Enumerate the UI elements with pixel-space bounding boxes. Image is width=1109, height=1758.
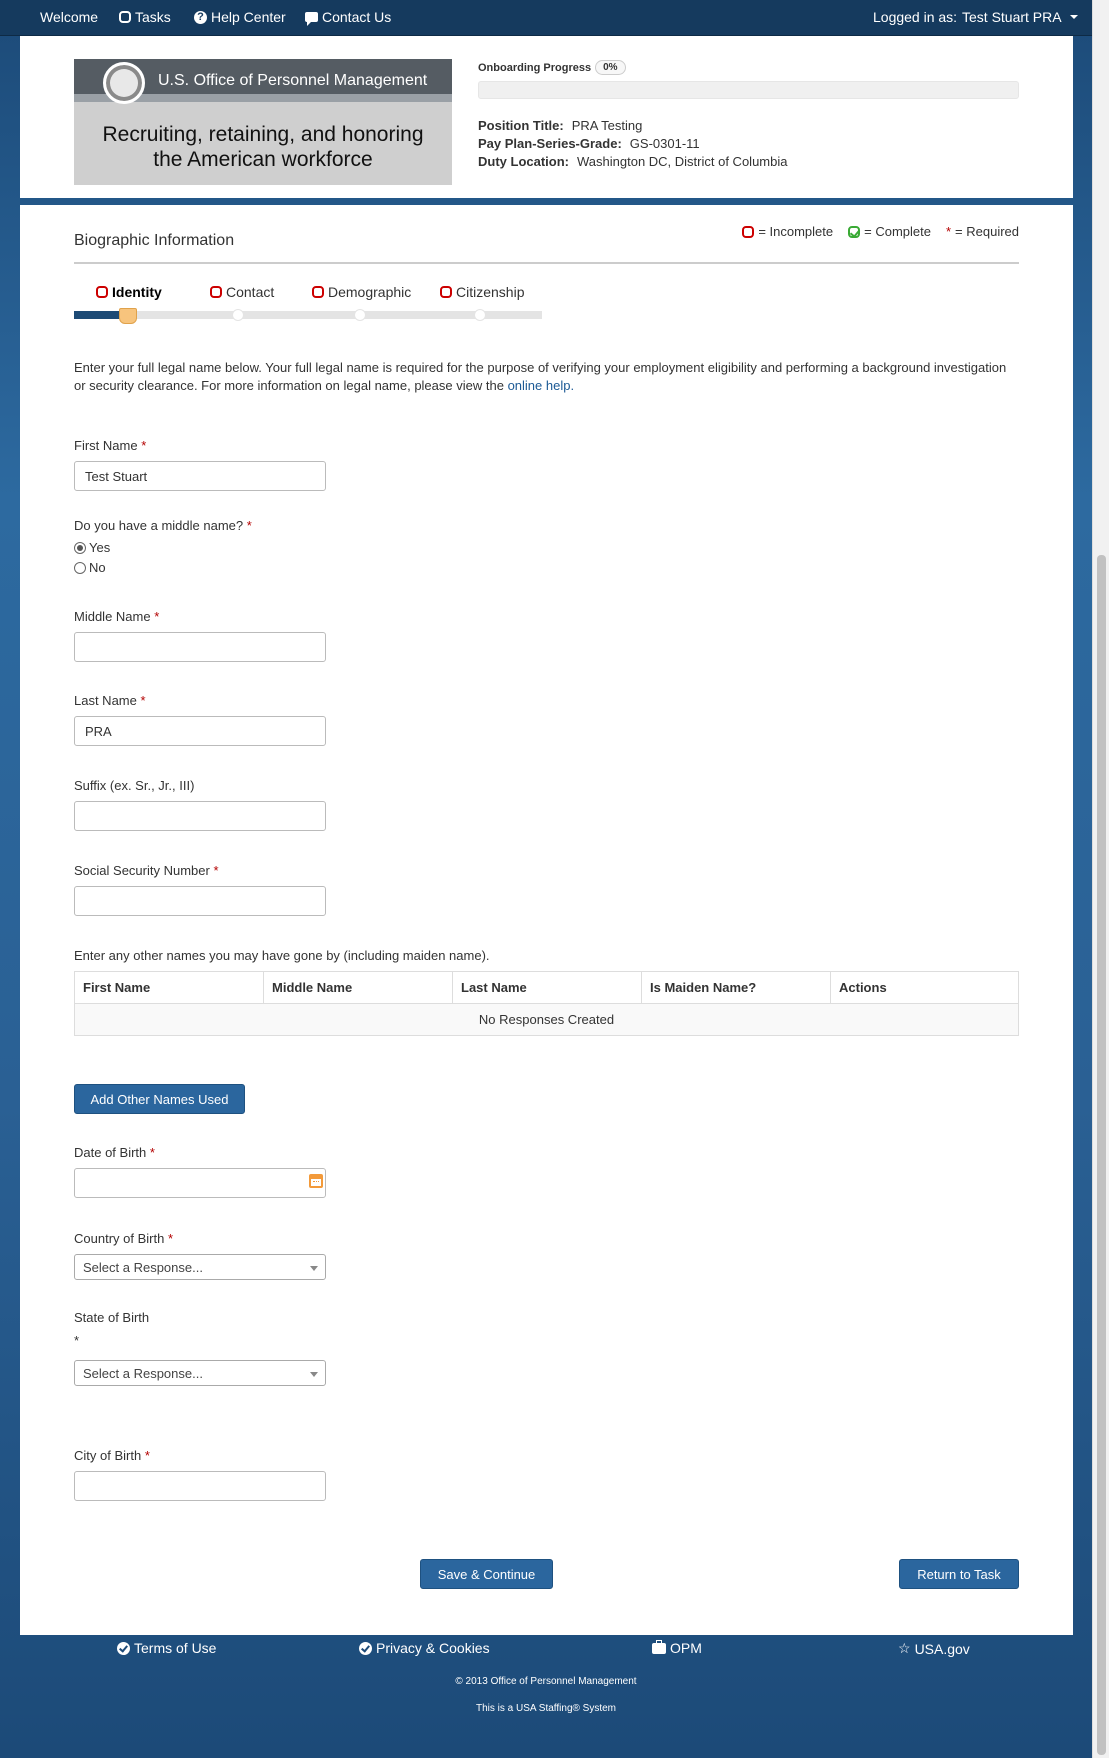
country-select[interactable]: [74, 1254, 326, 1280]
other-names-prompt: Enter any other names you may have gone by (including maiden name).: [74, 948, 490, 963]
middle-name-label: [74, 609, 159, 624]
middle-name-input[interactable]: [74, 632, 326, 662]
user-name: Test Stuart PRA: [962, 9, 1062, 25]
legend-required-text: = Required: [955, 224, 1019, 239]
footer-opm-link[interactable]: [652, 1640, 702, 1656]
current-step-marker: [119, 308, 137, 324]
legend-required: [946, 224, 1019, 239]
first-name-input[interactable]: [74, 461, 326, 491]
progress-badge: 0%: [595, 60, 625, 75]
onboarding-progress-bar: [478, 81, 1019, 99]
footer-terms-link[interactable]: [117, 1640, 216, 1656]
footer-links: [0, 1640, 1092, 1670]
step-dot: [474, 309, 486, 321]
check-circle-icon: [359, 1642, 372, 1655]
step-citizenship[interactable]: [440, 284, 524, 300]
duty-location-label: Duty Location:: [478, 154, 569, 169]
step-tracker: [74, 281, 544, 321]
check-circle-icon: [117, 1642, 130, 1655]
middle-name-question: [74, 518, 252, 533]
nav-welcome[interactable]: [40, 9, 98, 25]
chevron-down-icon: [310, 1372, 318, 1377]
middle-name-label-text: Middle Name: [74, 609, 151, 624]
online-help-link[interactable]: online help.: [507, 378, 575, 393]
banner-org-name: U.S. Office of Personnel Management: [158, 72, 428, 89]
nav-tasks-label: Tasks: [135, 9, 171, 25]
opm-seal-icon: [103, 62, 145, 104]
position-title-label: Position Title:: [478, 118, 564, 133]
last-name-input[interactable]: [74, 716, 326, 746]
last-name-label-text: Last Name: [74, 693, 137, 708]
required-asterisk: *: [213, 863, 219, 878]
footer-opm-label: OPM: [670, 1640, 702, 1656]
other-names-table: [74, 971, 1019, 1036]
position-title-value: PRA Testing: [571, 118, 643, 133]
main-panel: [20, 205, 1073, 1635]
middle-question-text: Do you have a middle name?: [74, 518, 244, 533]
dob-label: [74, 1145, 155, 1160]
legend-complete: [848, 224, 931, 239]
city-input[interactable]: [74, 1471, 326, 1501]
footer-usagov-link[interactable]: [898, 1640, 970, 1657]
nav-help-center[interactable]: [194, 9, 286, 25]
chevron-down-icon: [310, 1266, 318, 1271]
step-contact[interactable]: [210, 284, 274, 300]
usa-staffing-note: This is a USA Staffing® System: [475, 1703, 616, 1714]
nav-contact-label: Contact Us: [322, 9, 392, 25]
required-asterisk: *: [246, 518, 252, 533]
incomplete-icon: [210, 286, 222, 298]
suffix-label: [74, 778, 194, 793]
required-asterisk: *: [141, 438, 147, 453]
middle-name-yes-label: Yes: [89, 540, 111, 555]
empty-table-message: No Responses Created: [75, 1004, 1019, 1036]
footer-terms-label: Terms of Use: [134, 1640, 217, 1656]
ssn-label-text: Social Security Number: [74, 863, 210, 878]
footer-usagov-label: USA.gov: [914, 1640, 970, 1657]
state-select[interactable]: [74, 1360, 326, 1386]
incomplete-icon: [312, 286, 324, 298]
step-demographic-label: Demographic: [328, 284, 412, 300]
ssn-input[interactable]: [74, 886, 326, 916]
briefcase-icon: [652, 1643, 666, 1654]
incomplete-icon: [96, 286, 108, 298]
add-other-names-button[interactable]: Add Other Names Used: [74, 1084, 245, 1114]
dob-field-wrapper: [74, 1168, 326, 1198]
complete-check-icon: [848, 226, 860, 238]
step-identity-label: Identity: [112, 284, 162, 300]
country-select-value: Select a Response...: [83, 1260, 203, 1275]
first-name-label-text: First Name: [74, 438, 138, 453]
middle-name-no-radio[interactable]: [74, 562, 86, 574]
tagline-line1: Recruiting, retaining, and honoring: [102, 123, 424, 146]
nav-help-label: Help Center: [211, 9, 286, 25]
dob-input[interactable]: [74, 1168, 326, 1198]
step-dot: [354, 309, 366, 321]
duty-location-value: Washington DC, District of Columbia: [577, 154, 788, 169]
ssn-label: [74, 863, 219, 878]
state-required-asterisk: *: [74, 1333, 80, 1348]
state-select-value: Select a Response...: [83, 1366, 203, 1381]
return-to-task-button[interactable]: Return to Task: [899, 1559, 1019, 1589]
step-citizenship-label: Citizenship: [456, 284, 525, 300]
incomplete-icon: [742, 226, 754, 238]
opm-banner: [74, 59, 452, 185]
dob-label-text: Date of Birth: [74, 1145, 147, 1160]
suffix-input[interactable]: [74, 801, 326, 831]
intro-text: [74, 359, 1019, 395]
question-icon: ?: [194, 11, 207, 24]
scrollbar-thumb[interactable]: [1097, 555, 1106, 1755]
step-contact-label: Contact: [226, 284, 275, 300]
required-asterisk: *: [149, 1145, 155, 1160]
position-info: [478, 117, 787, 171]
step-track: [74, 311, 542, 319]
required-asterisk: *: [167, 1231, 174, 1246]
banner-tagline: [74, 122, 452, 172]
col-is-maiden-name: Is Maiden Name?: [642, 972, 831, 1004]
logged-in-text: Logged in as:: [873, 9, 958, 25]
caret-down-icon: [1070, 15, 1078, 19]
header-panel: [20, 36, 1073, 198]
circle-icon: [119, 11, 131, 23]
required-asterisk: *: [140, 693, 146, 708]
col-first-name: First Name: [75, 972, 264, 1004]
star-icon: ☆: [898, 1640, 911, 1656]
table-row: [75, 1004, 1019, 1036]
tagline-line2: the American workforce: [153, 148, 373, 171]
suffix-label-text: Suffix (ex. Sr., Jr., III): [74, 778, 195, 793]
country-label-text: Country of Birth: [74, 1231, 165, 1246]
incomplete-icon: [440, 286, 452, 298]
required-asterisk: *: [144, 1448, 150, 1463]
status-legend: [742, 224, 1019, 239]
legend-incomplete: [742, 224, 833, 239]
required-asterisk: *: [945, 224, 952, 239]
top-navbar: [0, 0, 1092, 36]
step-demographic[interactable]: [312, 284, 411, 300]
pay-plan-label: Pay Plan-Series-Grade:: [478, 136, 622, 151]
step-identity[interactable]: [96, 284, 162, 300]
country-label: [74, 1231, 173, 1246]
col-last-name: Last Name: [453, 972, 642, 1004]
state-label: State of Birth: [74, 1310, 150, 1325]
onboarding-progress-label: [478, 60, 626, 75]
middle-name-yes-radio[interactable]: [74, 542, 86, 554]
section-divider: [74, 262, 1019, 264]
col-actions: Actions: [831, 972, 1019, 1004]
city-label-text: City of Birth: [74, 1448, 142, 1463]
calendar-icon[interactable]: [309, 1174, 323, 1188]
copyright: © 2013 Office of Personnel Management: [455, 1676, 637, 1687]
middle-name-no-option[interactable]: [74, 560, 106, 575]
step-dot: [232, 309, 244, 321]
page-scrollbar[interactable]: [1092, 0, 1109, 1758]
first-name-label: [74, 438, 146, 453]
section-title: Biographic Information: [74, 232, 235, 249]
footer-privacy-label: Privacy & Cookies: [376, 1640, 490, 1656]
user-menu[interactable]: [962, 9, 1078, 25]
intro-body: Enter your full legal name below. Your full legal name is required for the purpose of verifying your employment eligibility and performing a background investigation or security clearance. For more information on legal name, please view the: [74, 360, 1007, 393]
nav-welcome-label: Welcome: [40, 9, 99, 25]
nav-tasks[interactable]: [119, 9, 171, 25]
table-header-row: [75, 972, 1019, 1004]
legend-complete-text: = Complete: [864, 224, 931, 239]
save-continue-button[interactable]: Save & Continue: [420, 1559, 553, 1589]
legend-incomplete-text: = Incomplete: [758, 224, 834, 239]
footer-privacy-link[interactable]: [359, 1640, 490, 1656]
nav-contact-us[interactable]: [305, 9, 391, 25]
required-asterisk: *: [154, 609, 160, 624]
middle-name-no-label: No: [89, 560, 106, 575]
pay-plan-value: GS-0301-11: [629, 136, 700, 151]
city-label: [74, 1448, 150, 1463]
progress-label-text: Onboarding Progress: [478, 61, 592, 74]
col-middle-name: Middle Name: [264, 972, 453, 1004]
logged-in-label: [873, 9, 957, 25]
middle-name-yes-option[interactable]: [74, 540, 110, 555]
last-name-label: [74, 693, 146, 708]
comment-icon: [305, 12, 318, 22]
